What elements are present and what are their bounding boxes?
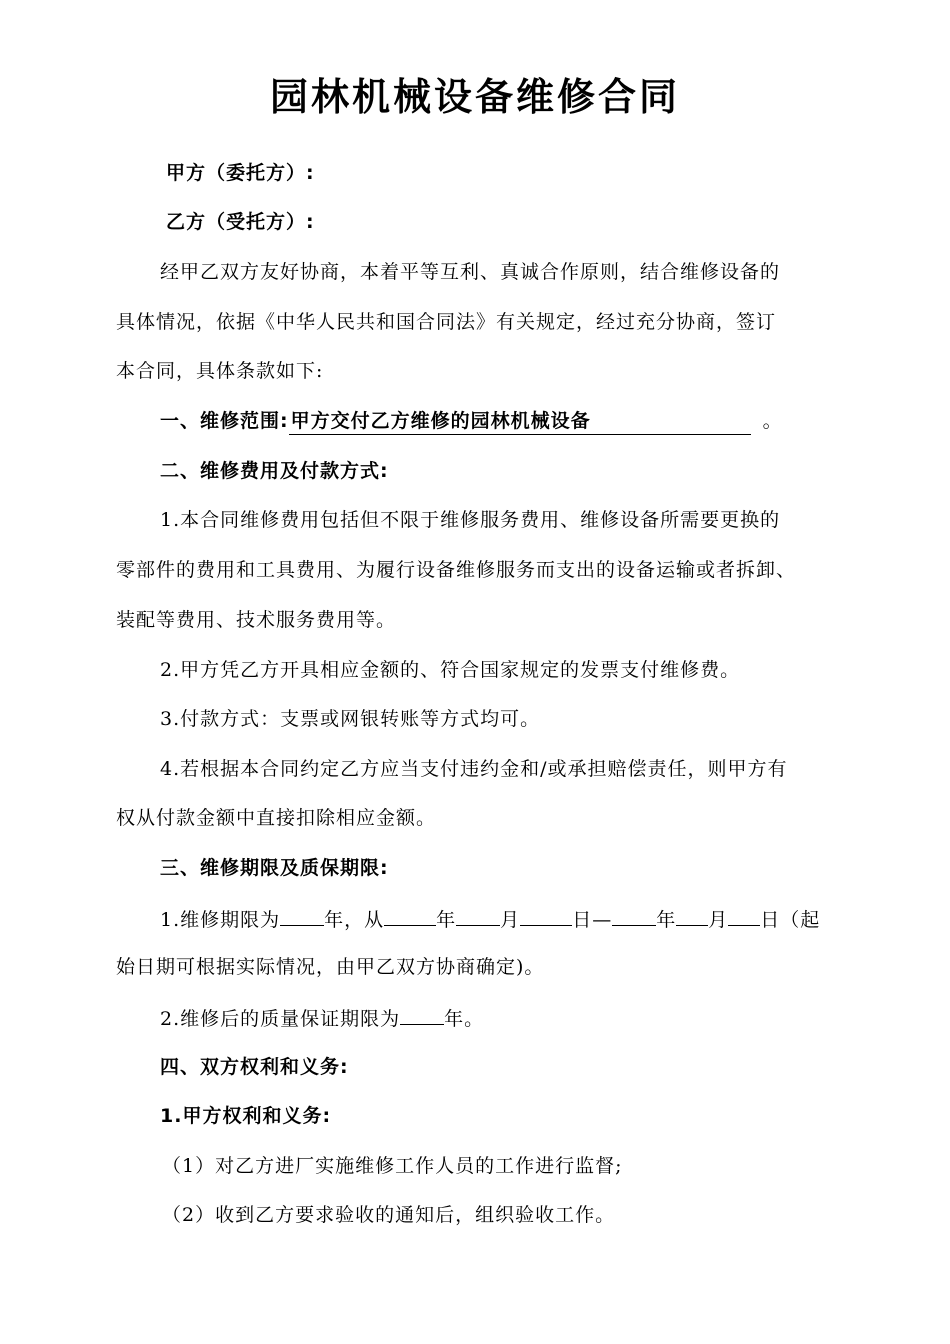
start-day-blank[interactable] (520, 905, 572, 926)
end-month-blank[interactable] (676, 905, 708, 926)
section3-item1-line2: 始日期可根据实际情况，由甲乙双方协商确定)。 (116, 956, 545, 978)
warranty-text-1: 2.维修后的质量保证期限为 (160, 1008, 401, 1030)
period-text-4: 月 (500, 909, 521, 931)
period-text-6: 年 (656, 909, 677, 931)
section1-heading: 一、维修范围: (160, 410, 289, 432)
section2-heading: 二、维修费用及付款方式: (160, 460, 389, 482)
section2-item1-line1: 1.本合同维修费用包括但不限于维修服务费用、维修设备所需要更换的 (160, 509, 781, 531)
section4-sub1-heading: 1.甲方权利和义务: (160, 1105, 332, 1127)
maintenance-scope-field[interactable]: 甲方交付乙方维修的园林机械设备 (289, 408, 751, 435)
end-year-blank[interactable] (612, 905, 656, 926)
period-years-blank[interactable] (280, 905, 324, 926)
party-b-label: 乙方（受托方）: (166, 211, 315, 233)
period-text-1: 1.维修期限为 (160, 909, 281, 931)
section3-item2 (160, 1004, 905, 1032)
start-month-blank[interactable] (456, 905, 500, 926)
section2-item4-line2: 权从付款金额中直接扣除相应金额。 (116, 807, 437, 829)
document-title: 园林机械设备维修合同 (269, 75, 680, 119)
intro-line-3: 本合同，具体条款如下: (116, 360, 324, 382)
warranty-text-2: 年。 (444, 1008, 485, 1030)
section1-row (160, 408, 905, 435)
party-a-label: 甲方（委托方）: (166, 162, 315, 184)
end-day-blank[interactable] (728, 905, 760, 926)
intro-line-2: 具体情况，依据《中华人民共和国合同法》有关规定，经过充分协商，签订 (116, 311, 777, 333)
section2-item4-line1: 4.若根据本合同约定乙方应当支付违约金和/或承担赔偿责任，则甲方有 (160, 758, 788, 780)
section2-item1-line2: 零部件的费用和工具费用、为履行设备维修服务而支出的设备运输或者拆卸、 (116, 559, 797, 581)
section4-sub1-item1: （1）对乙方进厂实施维修工作人员的工作进行监督; (162, 1155, 623, 1177)
period-text-8: 日（起 (760, 909, 821, 931)
period-text-5: 日— (572, 909, 613, 931)
section2-item2: 2.甲方凭乙方开具相应金额的、符合国家规定的发票支付维修费。 (160, 659, 741, 681)
period-text-2: 年，从 (324, 909, 385, 931)
section3-heading: 三、维修期限及质保期限: (160, 857, 389, 879)
intro-line-1: 经甲乙双方友好协商，本着平等互利、真诚合作原则，结合维修设备的 (160, 261, 781, 283)
section4-sub1-item2: （2）收到乙方要求验收的通知后，组织验收工作。 (162, 1204, 616, 1226)
period-text-3: 年 (436, 909, 457, 931)
section4-heading: 四、双方权利和义务: (160, 1056, 349, 1078)
start-year-blank[interactable] (384, 905, 436, 926)
warranty-years-blank[interactable] (400, 1004, 444, 1025)
section2-item1-line3: 装配等费用、技术服务费用等。 (116, 609, 397, 631)
period-text-7: 月 (708, 909, 729, 931)
section3-item1-line1 (160, 905, 905, 933)
section2-item3: 3.付款方式：支票或网银转账等方式均可。 (160, 708, 541, 730)
section1-end: 。 (762, 410, 783, 432)
